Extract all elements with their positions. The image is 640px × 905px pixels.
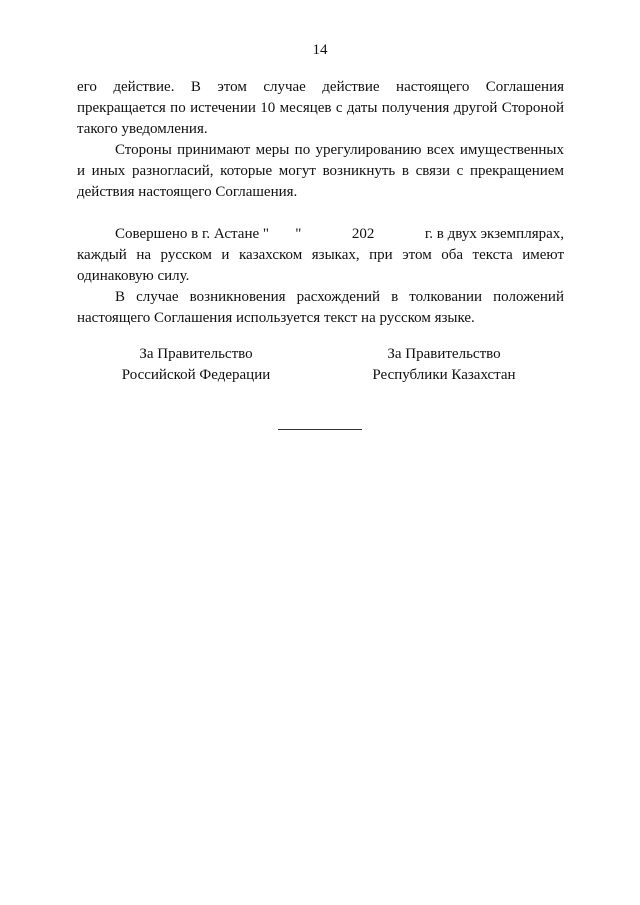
end-divider [278, 429, 362, 430]
text-line: одинаковую силу. [77, 268, 190, 284]
text-line: В случае возникновения расхождений в толковании положений [115, 289, 564, 305]
paragraph-disputes [77, 140, 564, 203]
done-at-copies: г. в двух экземплярах, [424, 226, 564, 242]
text-line: Стороны принимают меры по урегулированию всех имущественных [115, 142, 564, 158]
text-line: его действие. В этом случае действие настоящего Соглашения [77, 79, 564, 95]
text-line: прекращается по истечении 10 месяцев с даты получения другой Стороной [77, 100, 564, 116]
done-at-year: 202 [351, 226, 375, 242]
signature-kazakhstan [324, 344, 564, 386]
signature-party: Республики Казахстан [372, 367, 516, 383]
signature-party: Российской Федерации [121, 367, 271, 383]
text-line: такого уведомления. [77, 121, 208, 137]
paragraph-gap [77, 203, 564, 224]
text-line: каждый на русском и казахском языках, при этом оба текста имеют [77, 247, 564, 263]
dated-line [77, 224, 564, 245]
document-body [77, 77, 564, 329]
signature-russia [76, 344, 316, 386]
text-line: действия настоящего Соглашения. [77, 184, 298, 200]
paragraph-language-precedence [77, 287, 564, 329]
text-line: настоящего Соглашения используется текст на русском языке. [77, 310, 475, 326]
signature-label: За Правительство [139, 346, 253, 362]
done-at-place: Совершено в г. Астане " " [115, 226, 302, 242]
page-number: 14 [312, 42, 328, 58]
paragraph-termination [77, 77, 564, 140]
signature-label: За Правительство [387, 346, 501, 362]
text-line: и иных разногласий, которые могут возникнуть в связи с прекращением [77, 163, 564, 179]
paragraph-done-at [77, 224, 564, 287]
